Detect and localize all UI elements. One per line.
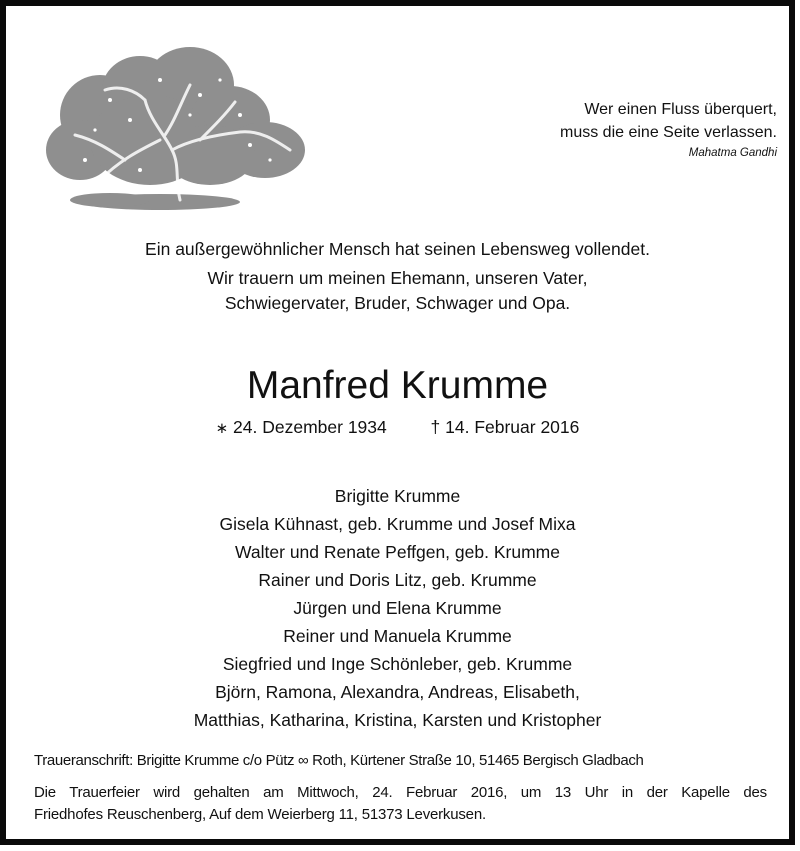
quote-line: muss die eine Seite verlassen. — [560, 124, 777, 141]
ceremony-line: Friedhofes Reuschenberg, Auf dem Weierberg 11, 51373 Leverkusen. — [34, 806, 486, 823]
mourners-list — [6, 482, 789, 734]
intro-sub-line: Wir trauern um meinen Ehemann, unseren Vater, — [207, 268, 588, 288]
intro-sub-line: Schwiegervater, Bruder, Schwager und Opa. — [224, 293, 571, 313]
mourner-line: Rainer und Doris Litz, geb. Krumme — [258, 570, 537, 590]
mourner-line: Brigitte Krumme — [334, 486, 461, 506]
quote-block — [560, 98, 777, 161]
mourner-line: Walter und Renate Peffgen, geb. Krumme — [235, 542, 560, 562]
intro-sub — [6, 266, 789, 316]
quote-line: Wer einen Fluss überquert, — [584, 101, 777, 118]
tree-icon — [40, 40, 312, 212]
mourner-line: Gisela Kühnast, geb. Krumme und Josef Mixa — [219, 514, 576, 534]
ceremony-line: Die Trauerfeier wird gehalten am Mittwoch, 24. Februar 2016, um 13 Uhr in der Kapelle des — [34, 784, 767, 801]
ceremony-info — [34, 782, 767, 826]
mourner-line: Matthias, Katharina, Kristina, Karsten und Kristopher — [193, 710, 602, 730]
death-date: 14. Februar 2016 — [445, 417, 580, 437]
life-dates — [6, 416, 789, 440]
death-cross-icon: † — [430, 417, 441, 437]
mourner-line: Jürgen und Elena Krumme — [293, 598, 502, 618]
quote-author: Mahatma Gandhi — [688, 147, 777, 159]
mourning-address: Traueranschrift: Brigitte Krumme c/o Pütz ∞ Roth, Kürtener Straße 10, 51465 Bergisch Gladbach — [34, 752, 644, 769]
birth-star-icon: ∗ — [215, 420, 229, 437]
intro-text — [6, 238, 789, 316]
mourner-line: Siegfried und Inge Schönleber, geb. Krumme — [222, 654, 573, 674]
deceased-name: Manfred Krumme — [246, 364, 549, 407]
mourner-line: Reiner und Manuela Krumme — [283, 626, 512, 646]
mourner-line: Björn, Ramona, Alexandra, Andreas, Elisabeth, — [215, 682, 580, 702]
birth-date: 24. Dezember 1934 — [233, 417, 387, 437]
intro-lead: Ein außergewöhnlicher Mensch hat seinen Lebensweg vollendet. — [145, 239, 650, 259]
